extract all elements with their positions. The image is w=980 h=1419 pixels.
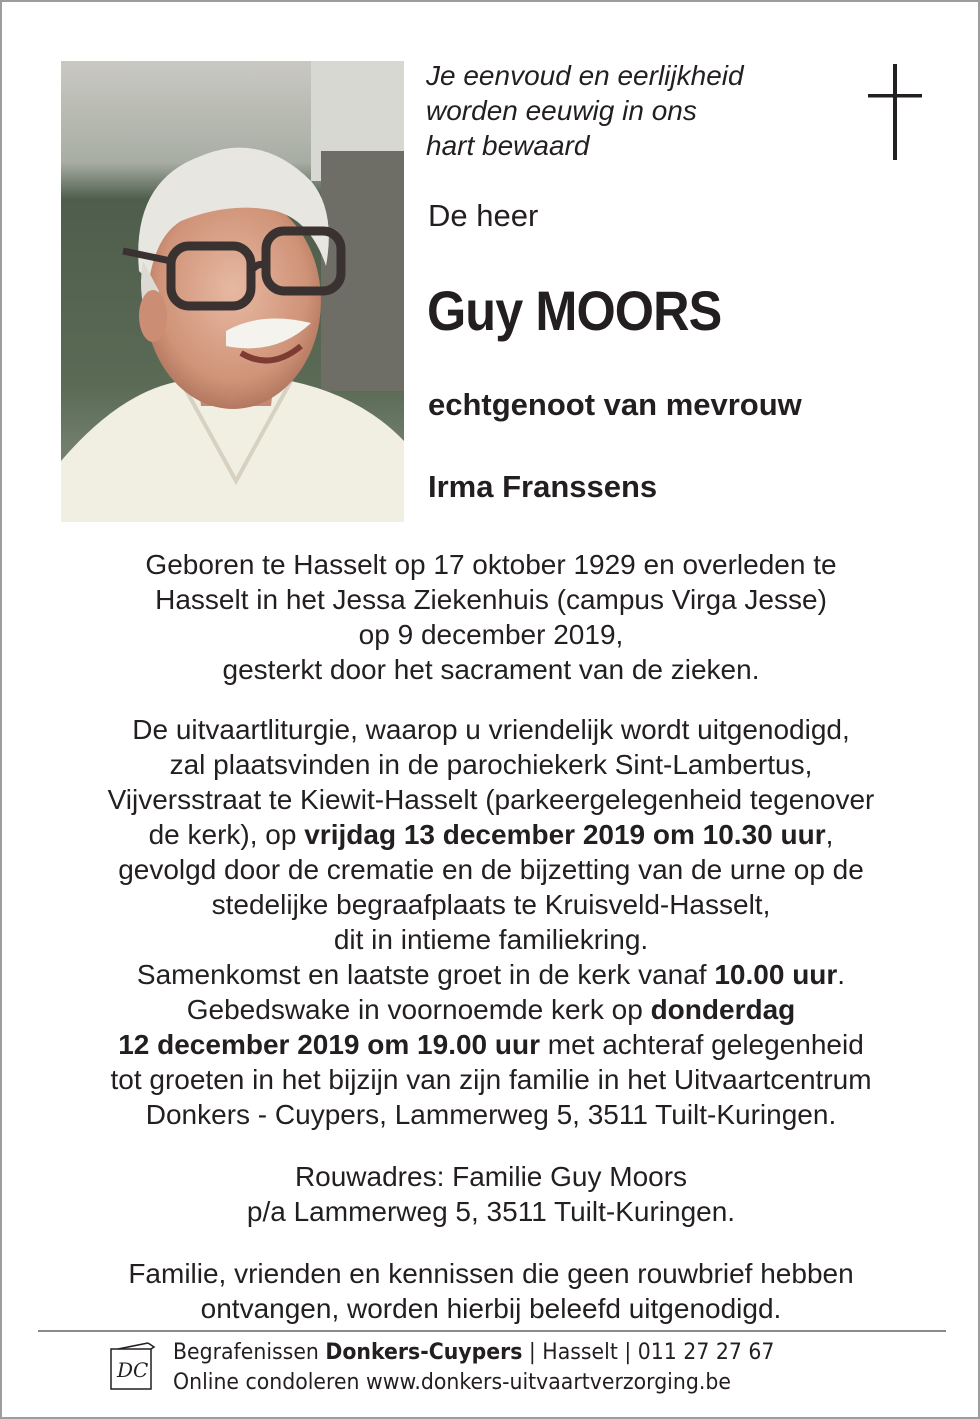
funeral-paragraph xyxy=(42,712,940,1132)
text-line xyxy=(42,992,940,1027)
birth-death-paragraph xyxy=(42,547,940,687)
quote-line: Je eenvoud en eerlijkheid xyxy=(426,60,744,91)
text-line: op 9 december 2019, xyxy=(358,619,624,650)
mourning-address xyxy=(42,1159,940,1229)
funeral-home-footer xyxy=(173,1338,820,1398)
text-line: ontvangen, worden hierbij beleefd uitgenodigd. xyxy=(200,1293,782,1324)
text-line: Familie, vrienden en kennissen die geen rouwbrief hebben xyxy=(128,1258,854,1289)
text-fragment: Gebedswake in voornoemde kerk op xyxy=(186,994,651,1025)
latin-cross-icon xyxy=(866,64,924,160)
text-fragment: met achteraf gelegenheid xyxy=(540,1029,864,1060)
text-line: Geboren te Hasselt op 17 oktober 1929 en overleden te xyxy=(145,549,837,580)
text-line: gesterkt door het sacrament van de zieken. xyxy=(222,654,760,685)
spouse-intro: echtgenoot van mevrouw xyxy=(428,387,802,422)
text-line: p/a Lammerweg 5, 3511 Tuilt-Kuringen. xyxy=(246,1196,736,1227)
funeral-date: vrijdag 13 december 2019 om 10.30 uur xyxy=(304,819,826,850)
text-line: stedelijke begraafplaats te Kruisveld-Hasselt, xyxy=(211,889,771,920)
text-line: dit in intieme familiekring. xyxy=(333,924,649,955)
text-line: Rouwadres: Familie Guy Moors xyxy=(294,1161,688,1192)
salutation: De heer xyxy=(428,198,539,233)
text-line: gevolgd door de crematie en de bijzetting van de urne op de xyxy=(118,854,864,885)
text-line: tot groeten in het bijzijn van zijn familie in het Uitvaartcentrum xyxy=(110,1064,872,1095)
quote-line: hart bewaard xyxy=(426,130,590,161)
gathering-time: 10.00 uur xyxy=(714,959,838,990)
logo-monogram: DC xyxy=(117,1358,149,1382)
text-fragment: | Hasselt | 011 27 27 67 xyxy=(522,1340,775,1365)
text-fragment: de kerk), op xyxy=(148,819,305,850)
memorial-quote xyxy=(426,58,846,163)
text-line xyxy=(42,1027,940,1062)
funeral-home-name: Donkers-Cuypers xyxy=(325,1340,523,1365)
deceased-name: Guy MOORS xyxy=(427,279,722,342)
text-fragment: , xyxy=(825,819,834,850)
text-line: De uitvaartliturgie, waarop u vriendelijk wordt uitgenodigd, xyxy=(132,714,850,745)
text-line xyxy=(42,957,940,992)
text-line xyxy=(42,817,940,852)
vigil-day: donderdag xyxy=(650,994,796,1025)
text-fragment: Begrafenissen xyxy=(173,1340,326,1365)
portrait-illustration xyxy=(61,61,404,522)
portrait-photo xyxy=(61,61,404,522)
text-fragment: . xyxy=(837,959,846,990)
funeral-home-logo xyxy=(108,1341,156,1391)
footer-divider xyxy=(38,1330,946,1332)
text-line: Vijversstraat te Kiewit-Hasselt (parkeergelegenheid tegenover xyxy=(107,784,875,815)
text-line: Hasselt in het Jessa Ziekenhuis (campus Virga Jesse) xyxy=(155,584,827,615)
vigil-date: 12 december 2019 om 19.00 uur xyxy=(118,1029,540,1060)
spouse-name: Irma Franssens xyxy=(428,469,658,504)
invitation-paragraph xyxy=(42,1256,940,1326)
footer-line xyxy=(173,1338,774,1368)
text-line: Donkers - Cuypers, Lammerweg 5, 3511 Tuilt-Kuringen. xyxy=(145,1099,837,1130)
text-fragment: Samenkomst en laatste groet in de kerk vanaf xyxy=(136,959,715,990)
quote-line: worden eeuwig in ons xyxy=(426,95,697,126)
condolence-link-line: Online condoleren www.donkers-uitvaartverzorging.be xyxy=(173,1370,731,1395)
text-line: zal plaatsvinden in de parochiekerk Sint-Lambertus, xyxy=(169,749,813,780)
